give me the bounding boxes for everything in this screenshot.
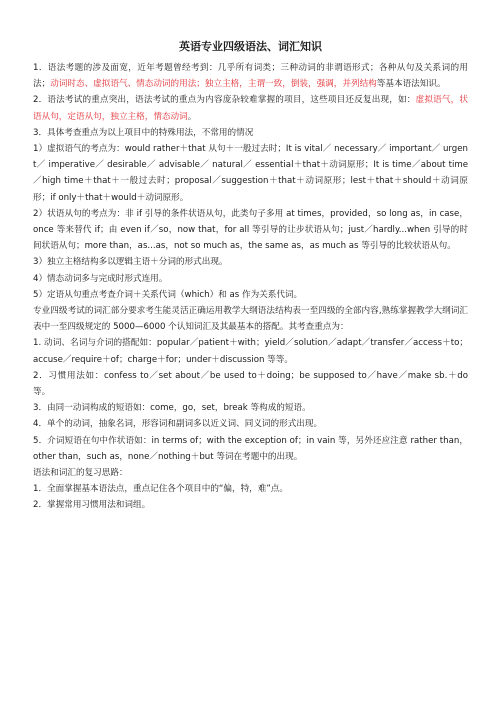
page-title: 英语专业四级语法、词汇知识 — [179, 40, 322, 53]
paragraph-subjunctive: 1）虚拟语气的考点为：would rather＋that 从句＋一般过去时；It is vital／ necessary／ important／ urgent／ imperative／ desirable／ advisable／ natural／ essential＋that＋动词原形；It is time／about time／high time＋that＋一般过去时；proposal／suggestion＋that＋动词原形；lest＋that＋should＋动词原形；if only＋that＋would＋动词原形。 — [33, 144, 468, 203]
paragraph-synonyms: 4．单个的动词，抽象名词，形容词和副词多以近义词、同义词的形式出现。 — [33, 419, 323, 430]
paragraph-prepositional-phrases: 5．介词短语在句中作状语如：in terms of；with the exception of；in vain 等，另外还应注意 rather than，other than，such as，none／nothing＋but 等词在考题中的出现。 — [33, 435, 468, 462]
paragraph-1 — [33, 60, 468, 92]
paragraph-2 — [33, 92, 468, 124]
paragraph-3: 3．具体考查重点为以上项目中的特殊用法，不常用的情况 — [33, 127, 254, 138]
paragraph-adverbial-clause: 2）状语从句的考点为：非 if 引导的条件状语从句，此类句子多用 at times，provided，so long as，in case，once 等来替代 if；由 even if／so，now that，for all 等引导的让步状语从句；just／hardly...when 引导的时间状语从句；more than，as...as，not so much as，the same as，as much as 等引导的比较状语从句。 — [33, 208, 468, 252]
paragraph-phrasal-verbs: 3．由同一动词构成的短语如：come，go，set，break 等构成的短语。 — [33, 403, 311, 414]
paragraph-modal-verbs: 4）情态动词多与完成时形式连用。 — [33, 273, 168, 284]
paragraph-2-end: 。 — [187, 111, 197, 122]
paragraph-review-heading: 语法和词汇的复习思路： — [33, 468, 128, 479]
paragraph-collocations: 1. 动词、名词与介词的搭配如：popular／patient＋with；yield／solution／adapt／transfer／access＋to；accuse／require＋of；charge＋for；under＋discussion 等等。 — [33, 338, 468, 365]
paragraph-2-text: 2．语法考试的重点突出，语法考试的重点为内容庞杂较难掌握的项目，这些项目还反复出现，如： — [33, 95, 416, 106]
paragraph-absolute-construction: 3）独立主格结构多以逻辑主语＋分词的形式出现。 — [33, 257, 228, 268]
paragraph-review-1: 1．全面掌握基本语法点，重点记住各个项目中的“偏，特，难”点。 — [33, 484, 288, 495]
paragraph-2-highlight: 虚拟语气，状语从句，定语从句，独立主格，情态动词 — [33, 95, 468, 122]
paragraph-1-text: 1．语法考题的涉及面宽，近年考题曾经考到：几乎所有词类；三种动词的非谓语形式；各种从句及关系词的用法； — [33, 63, 468, 90]
paragraph-idioms: 2．习惯用法如：confess to／set about／be used to＋doing；be supposed to／have／make sb.＋do 等。 — [33, 370, 468, 398]
paragraph-attributive-clause: 5）定语从句重点考查介词＋关系代词（which）和 as 作为关系代词。 — [33, 289, 303, 300]
paragraph-review-2: 2．掌握常用习惯用法和词组。 — [33, 500, 151, 511]
paragraph-1-highlight: 动词时态、虚拟语气、情态动词的用法；独立主格，主谓一致，倒装，强调，并列结构 — [50, 79, 377, 90]
paragraph-1-end: 等基本语法知识。 — [376, 79, 446, 90]
paragraph-vocabulary-intro: 专业四级考试的词汇部分要求考生能灵活正确运用教学大纲语法结构表一至四级的全部内容,熟练掌握教学大纲词汇表中一至四级规定的 5000—6000 个认知词汇及其最基本的搭配。其考查重点为： — [33, 306, 468, 333]
